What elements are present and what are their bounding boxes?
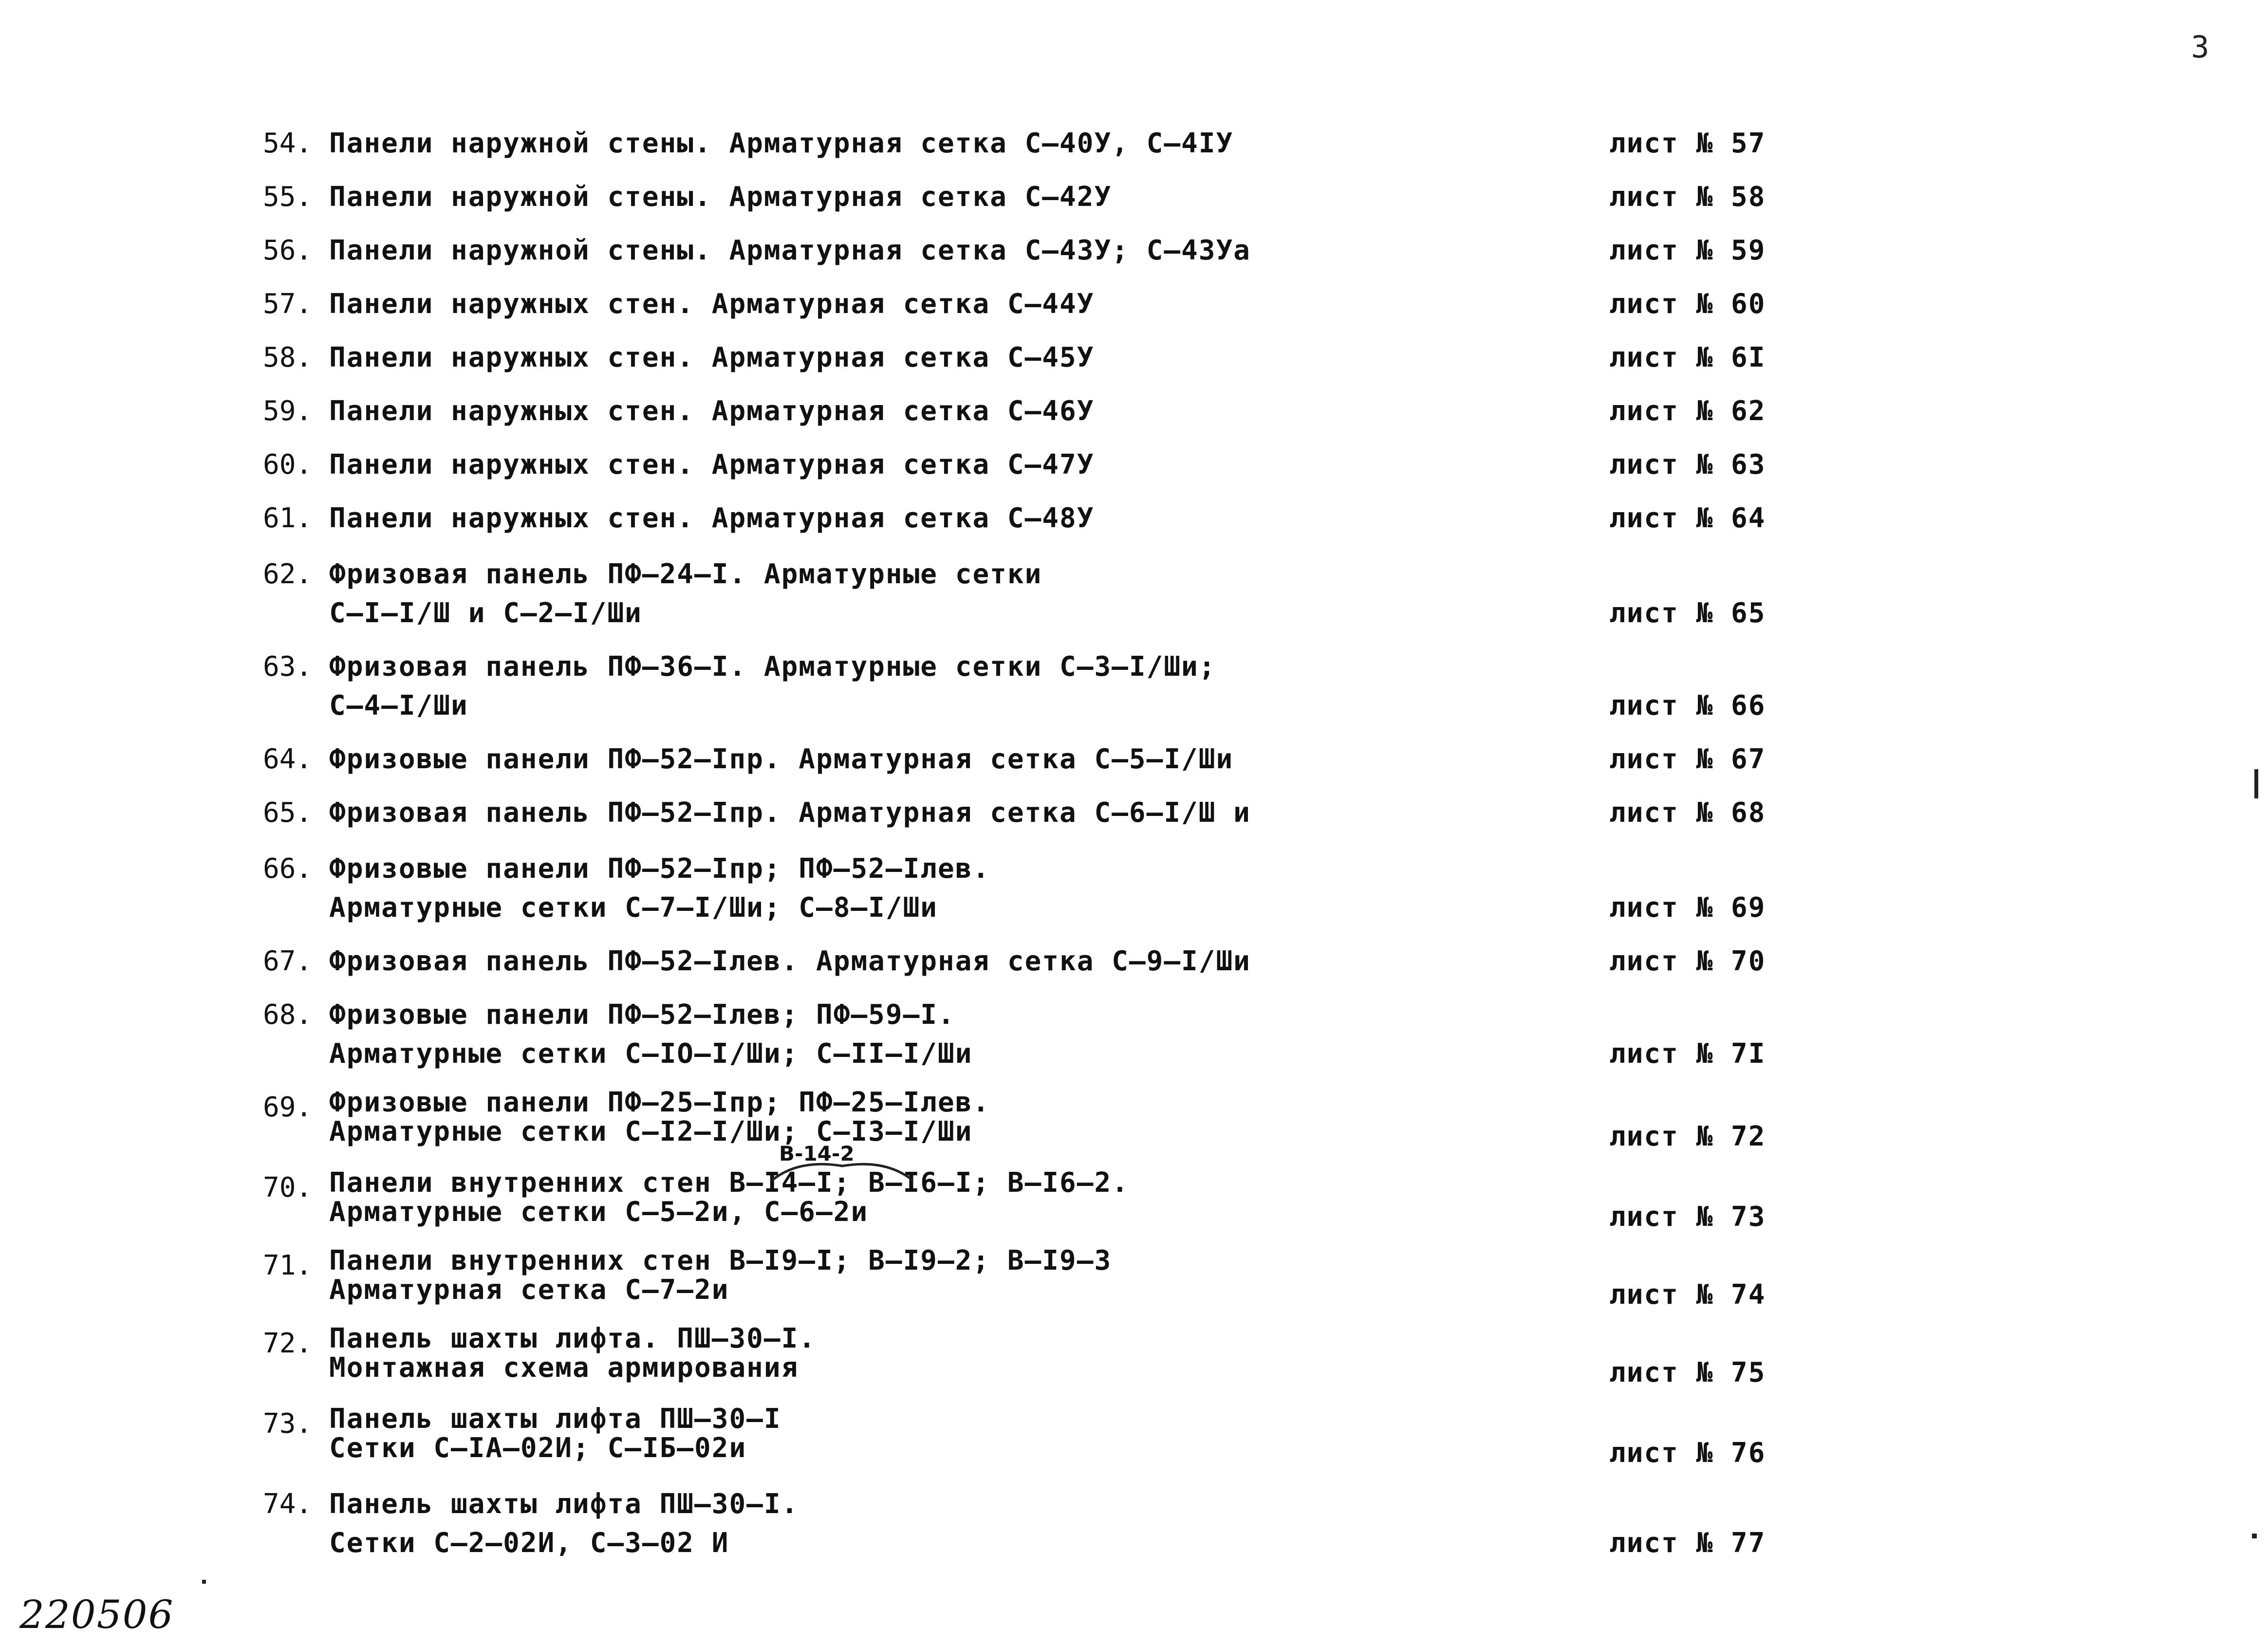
entry-title	[329, 942, 1251, 981]
entry-title-line: Панель шахты лифта ПШ–30–I.	[329, 1488, 799, 1520]
entry-title	[329, 1168, 1129, 1227]
sheet-reference: лист № 77	[1609, 1527, 1766, 1559]
entry-title-line: Арматурные сетки С–5–2и, С–6–2и	[329, 1196, 869, 1228]
scan-mark	[2254, 769, 2258, 798]
entry-title	[329, 850, 990, 927]
entry-title	[329, 647, 1216, 725]
entry-title	[329, 555, 1042, 633]
sheet-reference: лист № 63	[1609, 449, 1766, 481]
sheet-reference: лист № 6I	[1609, 342, 1766, 373]
sheet-reference: лист № 65	[1609, 597, 1766, 629]
entry-title-line: Панели внутренних стен В–I4–I; В–I6–I; В–I6–2.	[329, 1167, 1129, 1199]
sheet-reference: лист № 76	[1609, 1437, 1766, 1469]
sheet-reference: лист № 69	[1609, 892, 1766, 924]
entry-title-line: Арматурные сетки С–I2–I/Ши; С–I3–I/Ши	[329, 1116, 973, 1147]
entry-number: 55.	[263, 181, 313, 213]
entry-title	[329, 178, 1112, 217]
sheet-reference: лист № 67	[1609, 743, 1766, 775]
entry-title-line: Панель шахты лифта. ПШ–30–I.	[329, 1323, 817, 1354]
entry-title-line: Панели наружной стены. Арматурная сетка С–40У, С–4IУ	[329, 128, 1234, 159]
entry-number: 63.	[263, 651, 313, 683]
entry-number: 71.	[263, 1250, 313, 1281]
entry-title	[329, 285, 1094, 324]
entry-title	[329, 794, 1251, 832]
entry-title-line: Сетки С–2–02И, С–3–02 И	[329, 1527, 729, 1559]
entry-title	[329, 445, 1094, 484]
sheet-reference: лист № 75	[1609, 1357, 1766, 1388]
entry-number: 56.	[263, 235, 313, 266]
entry-title	[329, 996, 972, 1073]
entry-title-line: Панели наружных стен. Арматурная сетка С–44У	[329, 288, 1095, 320]
sheet-reference: лист № 59	[1609, 235, 1766, 266]
entry-title	[329, 1246, 1112, 1305]
entry-title-line: Фризовая панель ПФ–24–I. Арматурные сетки	[329, 558, 1042, 590]
entry-number: 68.	[263, 999, 313, 1031]
entry-title	[329, 124, 1233, 163]
entry-title	[329, 392, 1094, 431]
entry-title	[329, 1088, 990, 1147]
entry-title-line: Фризовая панель ПФ–36–I. Арматурные сетки С–3–I/Ши;	[329, 651, 1216, 683]
entry-number: 74.	[263, 1488, 313, 1520]
sheet-reference: лист № 7I	[1609, 1038, 1766, 1070]
entry-number: 72.	[263, 1328, 313, 1359]
sheet-reference: лист № 72	[1609, 1121, 1766, 1152]
entry-number: 69.	[263, 1091, 313, 1123]
sheet-reference: лист № 68	[1609, 797, 1766, 829]
entry-title-line: Фризовая панель ПФ–52–Iлев. Арматурная сетка С–9–I/Ши	[329, 945, 1251, 977]
entry-number: 64.	[263, 743, 313, 775]
entry-title-line: Фризовые панели ПФ–52–Iпр; ПФ–52–Iлев.	[329, 853, 990, 885]
entry-number: 65.	[263, 797, 313, 829]
entry-title-line: Панель шахты лифта ПШ–30–I	[329, 1403, 781, 1435]
entry-title-line: Фризовая панель ПФ–52–Iпр. Арматурная сетка С–6–I/Ш и	[329, 797, 1251, 829]
entry-title-line: Арматурная сетка С–7–2и	[329, 1274, 729, 1306]
entry-title-line: Панели наружных стен. Арматурная сетка С–48У	[329, 502, 1095, 534]
entry-title-line: Арматурные сетки С–IO–I/Ши; С–II–I/Ши	[329, 1038, 973, 1070]
entry-title-line: С–I–I/Ш и С–2–I/Ши	[329, 597, 642, 629]
entry-title	[329, 1324, 816, 1383]
entry-title-line: Панели наружных стен. Арматурная сетка С–46У	[329, 395, 1095, 427]
sheet-reference: лист № 66	[1609, 690, 1766, 721]
entry-number: 67.	[263, 945, 313, 977]
sheet-reference: лист № 73	[1609, 1201, 1766, 1233]
entry-number: 62.	[263, 558, 313, 590]
entry-title	[329, 740, 1233, 779]
entry-title-line: С–4–I/Ши	[329, 690, 468, 721]
entry-number: 73.	[263, 1408, 313, 1440]
scan-mark	[2252, 1534, 2257, 1538]
handwritten-insert-mark	[769, 1156, 915, 1185]
entry-title	[329, 1485, 799, 1563]
sheet-reference: лист № 60	[1609, 288, 1766, 320]
entry-title-line: Сетки С–IА–02И; С–IБ–02и	[329, 1432, 747, 1464]
entry-number: 66.	[263, 853, 313, 885]
entry-title-line: Монтажная схема армирования	[329, 1352, 799, 1384]
entry-title-line: Арматурные сетки С–7–I/Ши; С–8–I/Ши	[329, 892, 938, 924]
sheet-reference: лист № 62	[1609, 395, 1766, 427]
handwritten-insert: В-14-2	[779, 1142, 855, 1165]
entry-number: 54.	[263, 128, 313, 159]
entry-title	[329, 231, 1251, 270]
entry-title	[329, 338, 1094, 377]
entry-title	[329, 499, 1094, 538]
entry-title-line: Фризовые панели ПФ–25–Iпр; ПФ–25–Iлев.	[329, 1087, 990, 1118]
sheet-reference: лист № 74	[1609, 1279, 1766, 1311]
entry-title-line: Панели наружных стен. Арматурная сетка С–47У	[329, 449, 1095, 481]
sheet-reference: лист № 57	[1609, 128, 1766, 159]
entry-number: 57.	[263, 288, 313, 320]
page-number: 3	[2191, 29, 2210, 65]
entry-title-line: Панели внутренних стен В–I9–I; В–I9–2; В–I9–3	[329, 1245, 1112, 1276]
archive-number: 220506	[19, 1592, 174, 1637]
entry-number: 60.	[263, 449, 313, 481]
entry-number: 59.	[263, 395, 313, 427]
entry-number: 58.	[263, 342, 313, 373]
scan-mark	[202, 1580, 206, 1584]
entry-title-line: Панели наружных стен. Арматурная сетка С–45У	[329, 342, 1095, 373]
entry-title-line: Панели наружной стены. Арматурная сетка С–43У; С–43Уа	[329, 235, 1251, 266]
entry-title	[329, 1405, 781, 1463]
sheet-reference: лист № 64	[1609, 502, 1766, 534]
entry-title-line: Фризовые панели ПФ–52–Iпр. Арматурная сетка С–5–I/Ши	[329, 743, 1234, 775]
entry-title-line: Панели наружной стены. Арматурная сетка С–42У	[329, 181, 1112, 213]
entry-number: 61.	[263, 502, 313, 534]
sheet-reference: лист № 58	[1609, 181, 1766, 213]
entry-number: 70.	[263, 1172, 313, 1203]
sheet-reference: лист № 70	[1609, 945, 1766, 977]
entry-title-line: Фризовые панели ПФ–52–Iлев; ПФ–59–I.	[329, 999, 955, 1031]
